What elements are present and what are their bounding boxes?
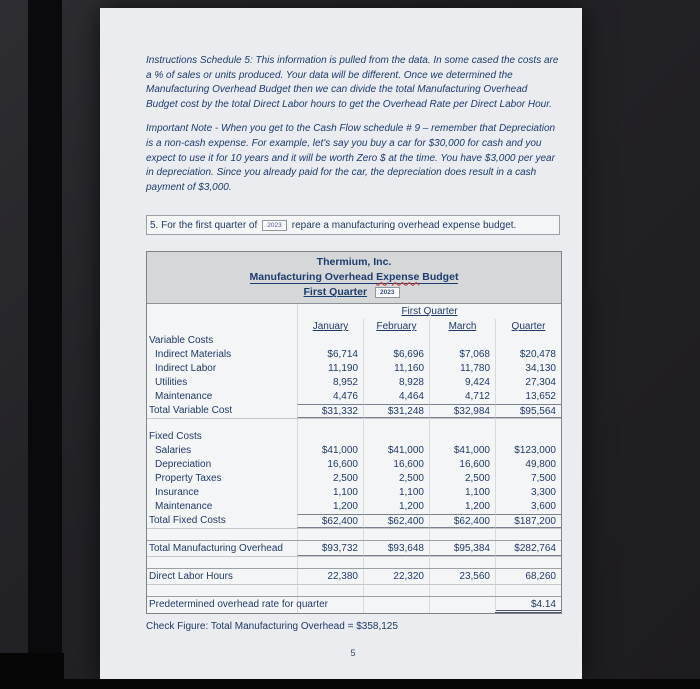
row-value: 16,600 [429, 458, 495, 472]
row-value: $31,332 [297, 404, 363, 418]
row-value: 16,600 [297, 458, 363, 472]
question-prefix: 5. For the first quarter of [150, 219, 258, 231]
column-header-february: February [363, 319, 429, 334]
row-value [495, 419, 561, 430]
row-label: Indirect Labor [155, 363, 217, 375]
row-value: $32,984 [429, 404, 495, 418]
screen-bezel-shadow [28, 0, 62, 689]
row-value: 11,780 [429, 362, 495, 376]
row-value: $20,478 [495, 348, 561, 362]
row-value [363, 419, 429, 430]
row-value: $31,248 [363, 404, 429, 418]
row-value: 1,100 [297, 486, 363, 500]
row-value [363, 529, 429, 540]
row-value: $62,400 [297, 514, 363, 528]
table-row [147, 556, 561, 568]
row-value [495, 557, 561, 568]
row-value: 49,800 [495, 458, 561, 472]
row-value: 68,260 [495, 569, 561, 584]
empty-corner-cell [147, 319, 297, 334]
page-content [100, 8, 582, 658]
row-value [363, 430, 429, 444]
column-header-march: March [429, 319, 495, 334]
row-value [495, 430, 561, 444]
row-value [429, 430, 495, 444]
row-value [495, 334, 561, 348]
table-row [147, 348, 561, 362]
row-value: $6,696 [363, 348, 429, 362]
row-value: $93,648 [363, 541, 429, 556]
question-suffix: repare a manufacturing overhead expense budget. [291, 219, 517, 231]
row-value: 27,304 [495, 376, 561, 390]
row-value: $7,068 [429, 348, 495, 362]
document-page [100, 8, 582, 680]
report-title-post: Budget [419, 271, 459, 284]
column-header-quarter: Quarter [495, 319, 561, 334]
row-label [147, 529, 297, 540]
row-value: $41,000 [429, 444, 495, 458]
row-value: 16,600 [363, 458, 429, 472]
row-value: 22,380 [297, 569, 363, 584]
row-value: 8,928 [363, 376, 429, 390]
column-header-row [147, 319, 561, 334]
budget-table [146, 251, 562, 614]
row-value [363, 334, 429, 348]
row-label: Insurance [155, 487, 199, 499]
row-value [495, 529, 561, 540]
report-title-text [250, 271, 459, 284]
table-row [147, 540, 561, 556]
row-value: 22,320 [363, 569, 429, 584]
table-row [147, 430, 561, 444]
row-value: 11,190 [297, 362, 363, 376]
row-value [297, 529, 363, 540]
table-row [147, 362, 561, 376]
report-title [147, 270, 561, 285]
row-label: Utilities [155, 377, 188, 389]
row-value [363, 557, 429, 568]
row-value [429, 585, 495, 596]
row-label: Property Taxes [155, 473, 222, 485]
row-label: Total Manufacturing Overhead [149, 543, 283, 555]
row-value: 1,100 [363, 486, 429, 500]
table-row [147, 404, 561, 418]
row-label [147, 585, 297, 596]
row-value [495, 585, 561, 596]
row-value: $62,400 [429, 514, 495, 528]
row-value: 1,200 [363, 500, 429, 514]
table-row [147, 584, 561, 596]
row-value: 4,476 [297, 390, 363, 404]
year-dropdown-table[interactable]: 2023 [375, 287, 399, 298]
row-value [297, 430, 363, 444]
table-row [147, 596, 561, 613]
table-row [147, 418, 561, 430]
row-label: Salaries [155, 445, 192, 457]
table-row [147, 472, 561, 486]
row-value: $187,200 [495, 514, 561, 528]
row-value [429, 419, 495, 430]
table-row [147, 458, 561, 472]
company-name: Thermium, Inc. [316, 256, 392, 269]
row-value: 9,424 [429, 376, 495, 390]
row-value [429, 529, 495, 540]
table-row [147, 390, 561, 404]
instructions-paragraph-2: Important Note - When you get to the Cash Flow schedule # 9 – remember that Depreciation is a non-cash expense. For example, let's say you buy a car for $30,000 for cash and you expect to use it for 10 years and it will be worth Zero $ at the time. You have $3,000 per year in depreciation. Since you already paid for the car, the depreciation does result in a cash payment of $3,000. [146, 123, 556, 193]
row-value [297, 557, 363, 568]
row-value: $41,000 [297, 444, 363, 458]
row-label: Predetermined overhead rate for quarter [149, 599, 328, 611]
row-label: Direct Labor Hours [149, 571, 233, 583]
row-value [297, 597, 363, 613]
row-value: 4,464 [363, 390, 429, 404]
year-dropdown[interactable]: 2023 [262, 220, 286, 231]
row-label: Maintenance [155, 501, 213, 513]
row-value: 13,652 [495, 390, 561, 404]
row-value [429, 334, 495, 348]
row-value [429, 597, 495, 613]
row-value: 1,200 [297, 500, 363, 514]
row-value: 1,100 [429, 486, 495, 500]
column-header-january: January [297, 319, 363, 334]
row-value: $6,714 [297, 348, 363, 362]
group-header-row [147, 304, 561, 319]
report-subtitle [147, 285, 561, 300]
row-value: $4.14 [495, 597, 561, 613]
table-row [147, 334, 561, 348]
row-label: Indirect Materials [155, 349, 232, 361]
group-header: First Quarter [297, 304, 561, 319]
row-value: $41,000 [363, 444, 429, 458]
row-value: $62,400 [363, 514, 429, 528]
photo-bottom-bar [0, 679, 700, 689]
row-label: Depreciation [155, 459, 212, 471]
report-title-pre: Manufacturing Overhead [249, 271, 377, 284]
row-label: Fixed Costs [149, 431, 202, 443]
row-value: 3,300 [495, 486, 561, 500]
table-row [147, 568, 561, 584]
row-value: 23,560 [429, 569, 495, 584]
row-value: 4,712 [429, 390, 495, 404]
row-value: 8,952 [297, 376, 363, 390]
table-row [147, 528, 561, 540]
row-value: $95,384 [429, 541, 495, 556]
row-label: Maintenance [155, 391, 213, 403]
row-value: $282,764 [495, 541, 561, 556]
row-value [363, 585, 429, 596]
row-value: 11,160 [363, 362, 429, 376]
row-value: $123,000 [495, 444, 561, 458]
instructions-paragraph-1: Instructions Schedule 5: This information is pulled from the data. In some cased the costs are a % of sales or units produced. Your data will be different. Once we determined the Manufacturing Overhead Budget then we can divide the total Manufacturing Overhead Budget cost by the total Direct Labor hours to get the Overhead Rate per Direct Labor Hour. [146, 55, 559, 110]
question-row [146, 215, 560, 235]
row-value [297, 334, 363, 348]
table-row [147, 514, 561, 528]
table-row [147, 376, 561, 390]
table-body [147, 334, 561, 613]
page-number: 5 [350, 648, 356, 659]
row-value [363, 597, 429, 613]
row-value [429, 557, 495, 568]
row-value: 7,500 [495, 472, 561, 486]
row-label: Total Variable Cost [149, 405, 233, 417]
row-value: $95,564 [495, 404, 561, 418]
row-value: 1,200 [429, 500, 495, 514]
row-value [297, 419, 363, 430]
row-value: 34,130 [495, 362, 561, 376]
row-label [147, 557, 297, 568]
row-value: $93,732 [297, 541, 363, 556]
empty-corner-cell [147, 304, 297, 319]
row-value [297, 585, 363, 596]
row-label [147, 419, 297, 430]
row-value: 2,500 [363, 472, 429, 486]
row-value: 2,500 [429, 472, 495, 486]
row-label: Variable Costs [149, 335, 214, 347]
table-title-block [147, 252, 561, 304]
row-value: 3,600 [495, 500, 561, 514]
row-value: 2,500 [297, 472, 363, 486]
period-label: First Quarter [303, 286, 368, 299]
table-row [147, 486, 561, 500]
report-title-misspelled-word: Expense [376, 271, 420, 284]
table-row [147, 444, 561, 458]
table-row [147, 500, 561, 514]
check-figure: Check Figure: Total Manufacturing Overhead = $358,125 [146, 621, 398, 633]
row-label: Total Fixed Costs [149, 515, 226, 527]
